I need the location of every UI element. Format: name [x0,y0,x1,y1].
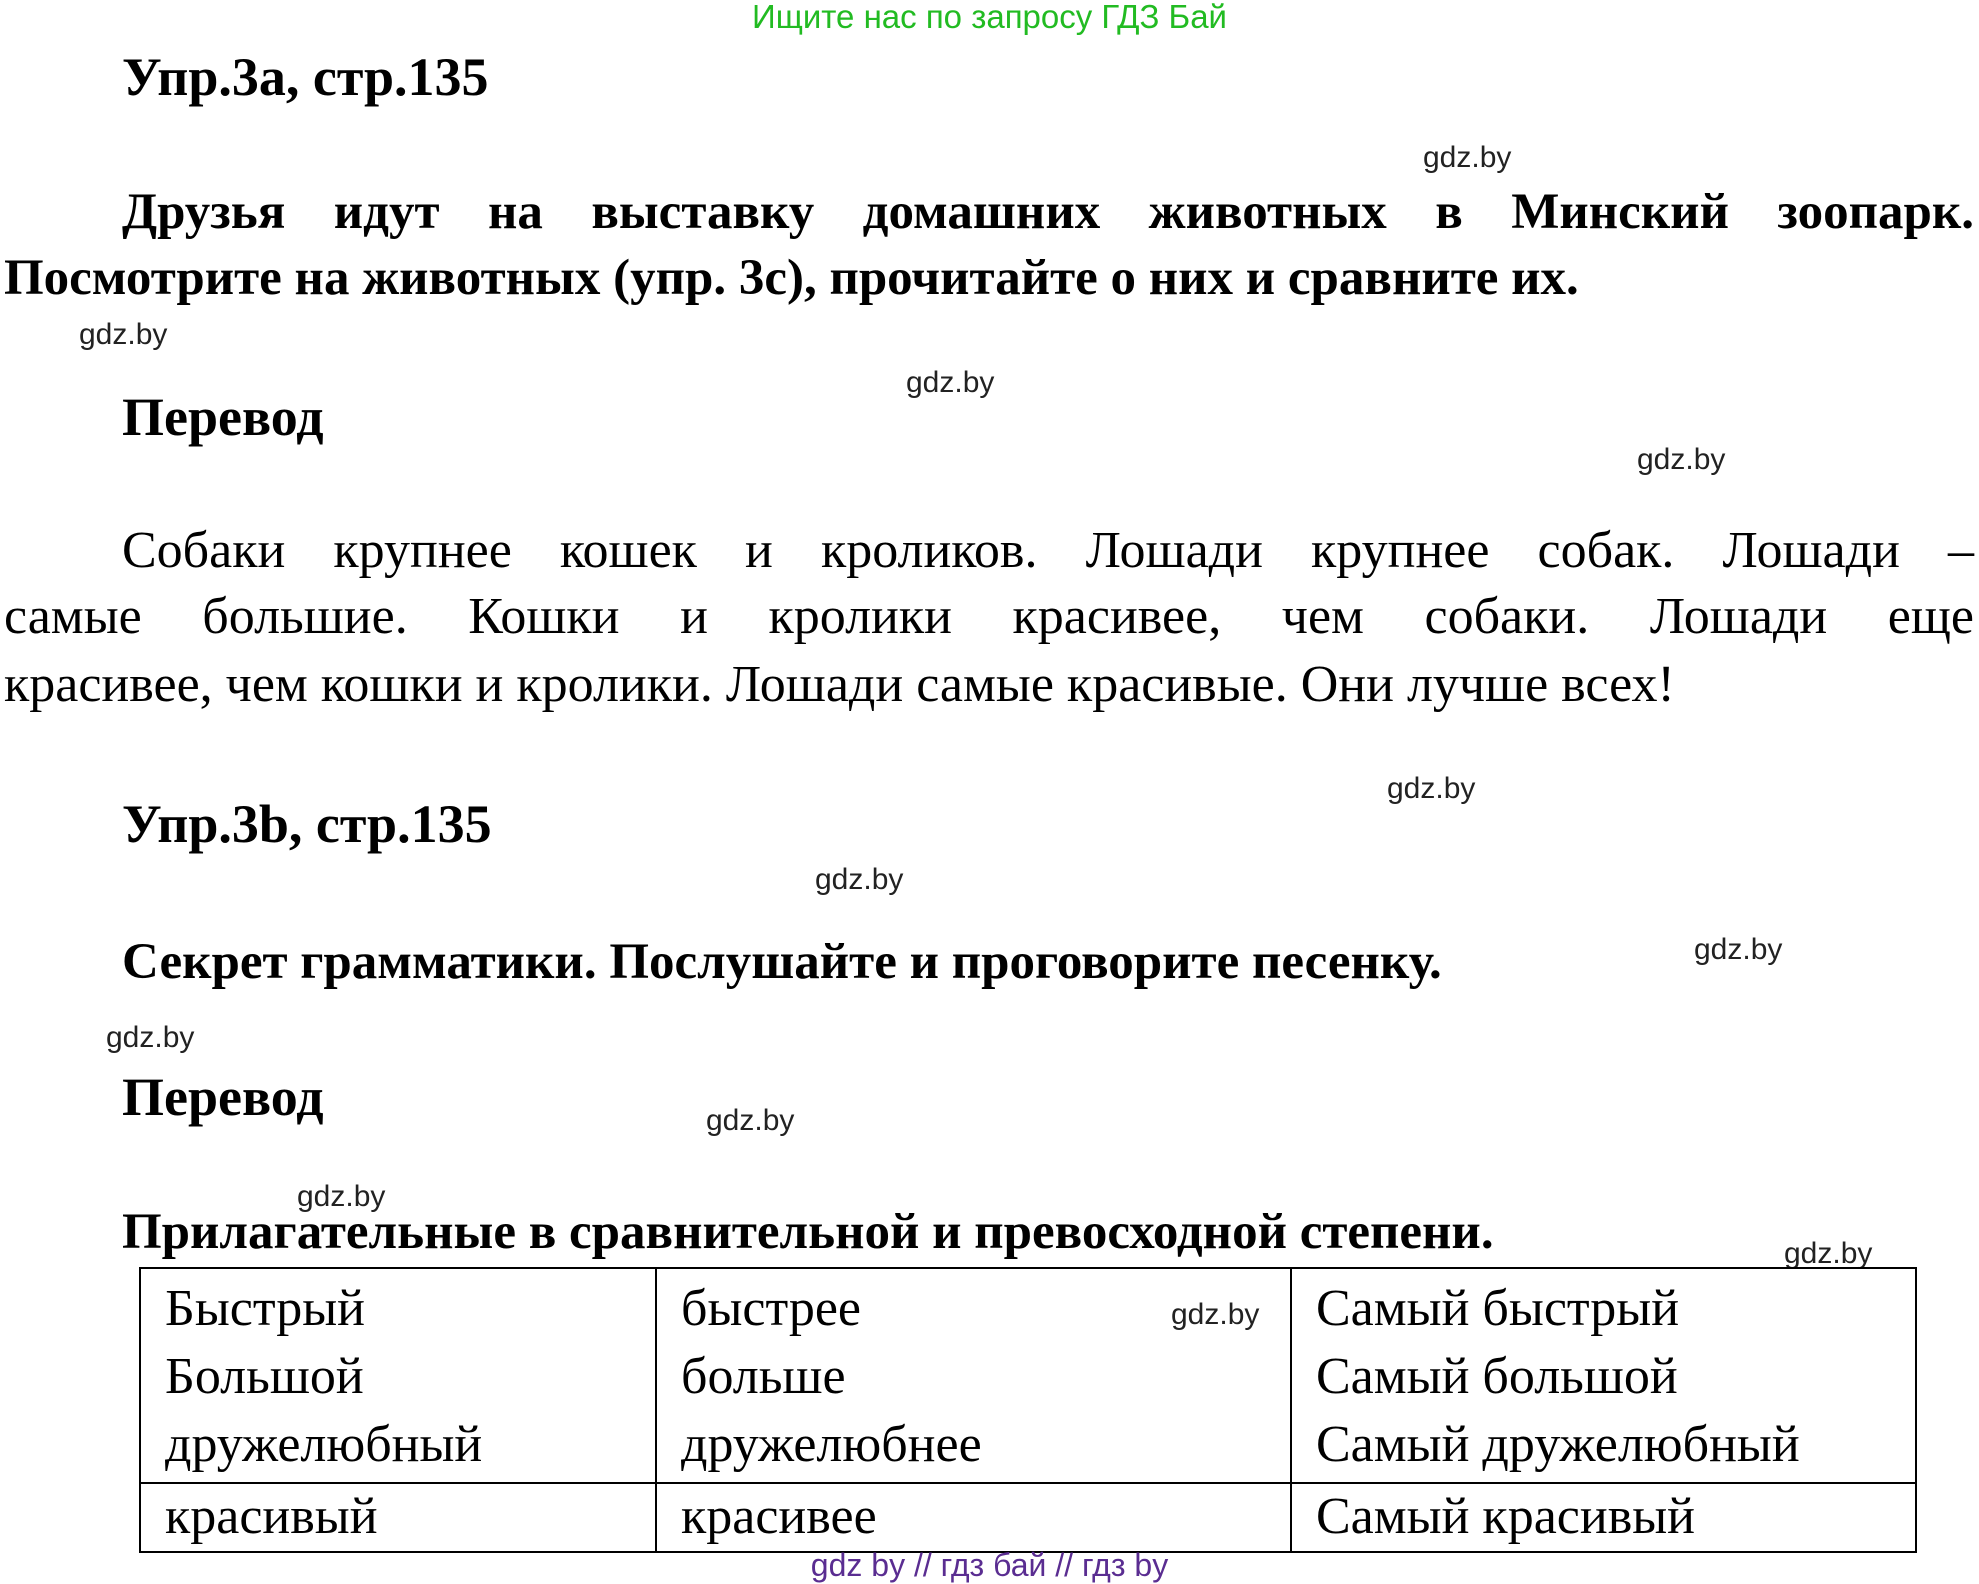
watermark: gdz.by [106,1021,195,1054]
watermark: gdz.by [1637,443,1726,476]
superlative-cell [1291,1483,1916,1552]
exercise-3a-translation-heading: Перевод [122,387,324,447]
watermark: gdz.by [297,1180,386,1213]
watermark: gdz.by [1387,772,1476,805]
watermark: gdz.by [815,863,904,896]
table-row [140,1483,1916,1552]
positive-word: Большой [165,1348,364,1405]
adjectives-comparison-table [139,1267,1917,1553]
translation-text-line-3: красивее, чем кошки и кролики. Лошади самые красивые. Они лучше всех! [4,656,1675,713]
translation-text-line-2: самые большие. Кошки и кролики красивее, чем собаки. Лошади еще [4,588,1974,645]
comparative-cell [656,1483,1291,1552]
positive-word: красивый [165,1488,378,1546]
watermark: gdz.by [1171,1298,1260,1331]
watermark: gdz.by [1784,1237,1873,1270]
positive-word: Быстрый [165,1280,366,1337]
top-banner[interactable]: Ищите нас по запросу ГДЗ Бай [752,0,1227,35]
watermark: gdz.by [1423,141,1512,174]
watermark: gdz.by [906,366,995,399]
watermark: gdz.by [79,318,168,351]
watermark: gdz.by [1694,933,1783,966]
comparative-word: дружелюбнее [681,1416,982,1473]
superlative-cell [1291,1268,1916,1483]
table-title: Прилагательные в сравнительной и превосходной степени. [122,1204,1494,1260]
superlative-word: Самый большой [1316,1348,1678,1405]
positive-cell [140,1483,656,1552]
comparative-word: больше [681,1348,846,1405]
superlative-word: Самый быстрый [1316,1280,1680,1337]
comparative-word: быстрее [681,1280,861,1337]
exercise-3b-task: Секрет грамматики. Послушайте и проговорите песенку. [122,934,1442,990]
exercise-3b-translation-heading: Перевод [122,1067,324,1127]
footer-links[interactable]: gdz by // гдз бай // гдз by [810,1547,1169,1583]
positive-cell [140,1268,656,1483]
exercise-3a-task-line-1: Друзья идут на выставку домашних животных в Минский зоопарк. [122,184,1974,240]
exercise-3a-task-line-2: Посмотрите на животных (упр. 3c), прочитайте о них и сравните их. [4,250,1579,306]
exercise-3a-heading: Упр.3a, стр.135 [122,47,489,107]
exercise-3b-heading: Упр.3b, стр.135 [122,794,492,854]
positive-word: дружелюбный [165,1416,483,1473]
translation-text-line-1: Собаки крупнее кошек и кроликов. Лошади крупнее собак. Лошади – [122,522,1974,579]
comparative-word: красивее [681,1488,877,1546]
superlative-word: Самый красивый [1316,1488,1696,1546]
table-row [140,1268,1916,1483]
watermark: gdz.by [706,1104,795,1137]
superlative-word: Самый дружелюбный [1316,1416,1800,1473]
